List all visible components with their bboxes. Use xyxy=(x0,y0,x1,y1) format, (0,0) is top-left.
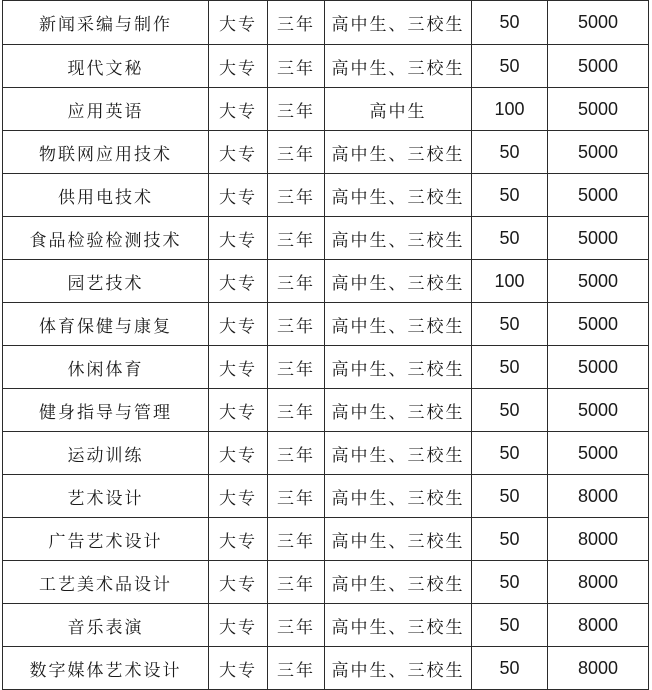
years-cell: 三年 xyxy=(268,131,325,174)
fee-cell: 8000 xyxy=(548,518,649,561)
table-row xyxy=(3,647,649,690)
level-cell: 大专 xyxy=(209,174,268,217)
plan-cell: 50 xyxy=(472,303,548,346)
fee-cell: 5000 xyxy=(548,174,649,217)
source-cell: 高中生、三校生 xyxy=(325,174,472,217)
plan-cell: 50 xyxy=(472,475,548,518)
table-row xyxy=(3,518,649,561)
table-row xyxy=(3,346,649,389)
source-cell: 高中生、三校生 xyxy=(325,260,472,303)
table-row xyxy=(3,88,649,131)
source-cell: 高中生、三校生 xyxy=(325,217,472,260)
plan-cell: 50 xyxy=(472,1,548,45)
table-row xyxy=(3,260,649,303)
fee-cell: 8000 xyxy=(548,561,649,604)
plan-cell: 50 xyxy=(472,389,548,432)
plan-cell: 50 xyxy=(472,131,548,174)
fee-cell: 8000 xyxy=(548,475,649,518)
level-cell: 大专 xyxy=(209,45,268,88)
source-cell: 高中生、三校生 xyxy=(325,45,472,88)
plan-cell: 50 xyxy=(472,518,548,561)
plan-cell: 50 xyxy=(472,604,548,647)
table-row xyxy=(3,217,649,260)
source-cell: 高中生、三校生 xyxy=(325,389,472,432)
table-row xyxy=(3,389,649,432)
table-row xyxy=(3,174,649,217)
years-cell: 三年 xyxy=(268,346,325,389)
fee-cell: 5000 xyxy=(548,217,649,260)
fee-cell: 5000 xyxy=(548,389,649,432)
source-cell: 高中生、三校生 xyxy=(325,604,472,647)
level-cell: 大专 xyxy=(209,1,268,45)
major-cell: 工艺美术品设计 xyxy=(3,561,209,604)
table-row xyxy=(3,432,649,475)
fee-cell: 5000 xyxy=(548,346,649,389)
level-cell: 大专 xyxy=(209,647,268,690)
fee-cell: 5000 xyxy=(548,303,649,346)
plan-cell: 50 xyxy=(472,45,548,88)
years-cell: 三年 xyxy=(268,389,325,432)
enrollment-table-body xyxy=(3,1,649,690)
level-cell: 大专 xyxy=(209,561,268,604)
years-cell: 三年 xyxy=(268,432,325,475)
table-row xyxy=(3,1,649,45)
plan-cell: 50 xyxy=(472,561,548,604)
source-cell: 高中生、三校生 xyxy=(325,518,472,561)
major-cell: 供用电技术 xyxy=(3,174,209,217)
source-cell: 高中生、三校生 xyxy=(325,432,472,475)
major-cell: 休闲体育 xyxy=(3,346,209,389)
level-cell: 大专 xyxy=(209,518,268,561)
years-cell: 三年 xyxy=(268,561,325,604)
source-cell: 高中生、三校生 xyxy=(325,1,472,45)
major-cell: 数字媒体艺术设计 xyxy=(3,647,209,690)
source-cell: 高中生、三校生 xyxy=(325,303,472,346)
level-cell: 大专 xyxy=(209,389,268,432)
level-cell: 大专 xyxy=(209,604,268,647)
source-cell: 高中生 xyxy=(325,88,472,131)
plan-cell: 50 xyxy=(472,174,548,217)
years-cell: 三年 xyxy=(268,518,325,561)
major-cell: 新闻采编与制作 xyxy=(3,1,209,45)
major-cell: 健身指导与管理 xyxy=(3,389,209,432)
years-cell: 三年 xyxy=(268,260,325,303)
major-cell: 体育保健与康复 xyxy=(3,303,209,346)
years-cell: 三年 xyxy=(268,604,325,647)
major-cell: 食品检验检测技术 xyxy=(3,217,209,260)
level-cell: 大专 xyxy=(209,303,268,346)
years-cell: 三年 xyxy=(268,88,325,131)
plan-cell: 100 xyxy=(472,88,548,131)
fee-cell: 5000 xyxy=(548,432,649,475)
major-cell: 园艺技术 xyxy=(3,260,209,303)
table-row xyxy=(3,561,649,604)
fee-cell: 5000 xyxy=(548,260,649,303)
source-cell: 高中生、三校生 xyxy=(325,475,472,518)
level-cell: 大专 xyxy=(209,432,268,475)
table-row xyxy=(3,604,649,647)
source-cell: 高中生、三校生 xyxy=(325,346,472,389)
table-row xyxy=(3,45,649,88)
table-row xyxy=(3,475,649,518)
years-cell: 三年 xyxy=(268,217,325,260)
level-cell: 大专 xyxy=(209,217,268,260)
major-cell: 艺术设计 xyxy=(3,475,209,518)
level-cell: 大专 xyxy=(209,88,268,131)
years-cell: 三年 xyxy=(268,1,325,45)
level-cell: 大专 xyxy=(209,346,268,389)
major-cell: 物联网应用技术 xyxy=(3,131,209,174)
fee-cell: 8000 xyxy=(548,604,649,647)
years-cell: 三年 xyxy=(268,475,325,518)
table-row xyxy=(3,131,649,174)
major-cell: 广告艺术设计 xyxy=(3,518,209,561)
level-cell: 大专 xyxy=(209,131,268,174)
plan-cell: 50 xyxy=(472,432,548,475)
years-cell: 三年 xyxy=(268,303,325,346)
years-cell: 三年 xyxy=(268,647,325,690)
source-cell: 高中生、三校生 xyxy=(325,131,472,174)
fee-cell: 5000 xyxy=(548,88,649,131)
fee-cell: 5000 xyxy=(548,45,649,88)
years-cell: 三年 xyxy=(268,45,325,88)
enrollment-table xyxy=(2,0,649,690)
fee-cell: 8000 xyxy=(548,647,649,690)
plan-cell: 50 xyxy=(472,647,548,690)
level-cell: 大专 xyxy=(209,475,268,518)
level-cell: 大专 xyxy=(209,260,268,303)
fee-cell: 5000 xyxy=(548,131,649,174)
major-cell: 应用英语 xyxy=(3,88,209,131)
plan-cell: 50 xyxy=(472,346,548,389)
major-cell: 现代文秘 xyxy=(3,45,209,88)
major-cell: 运动训练 xyxy=(3,432,209,475)
fee-cell: 5000 xyxy=(548,1,649,45)
major-cell: 音乐表演 xyxy=(3,604,209,647)
plan-cell: 100 xyxy=(472,260,548,303)
plan-cell: 50 xyxy=(472,217,548,260)
years-cell: 三年 xyxy=(268,174,325,217)
source-cell: 高中生、三校生 xyxy=(325,561,472,604)
table-row xyxy=(3,303,649,346)
source-cell: 高中生、三校生 xyxy=(325,647,472,690)
